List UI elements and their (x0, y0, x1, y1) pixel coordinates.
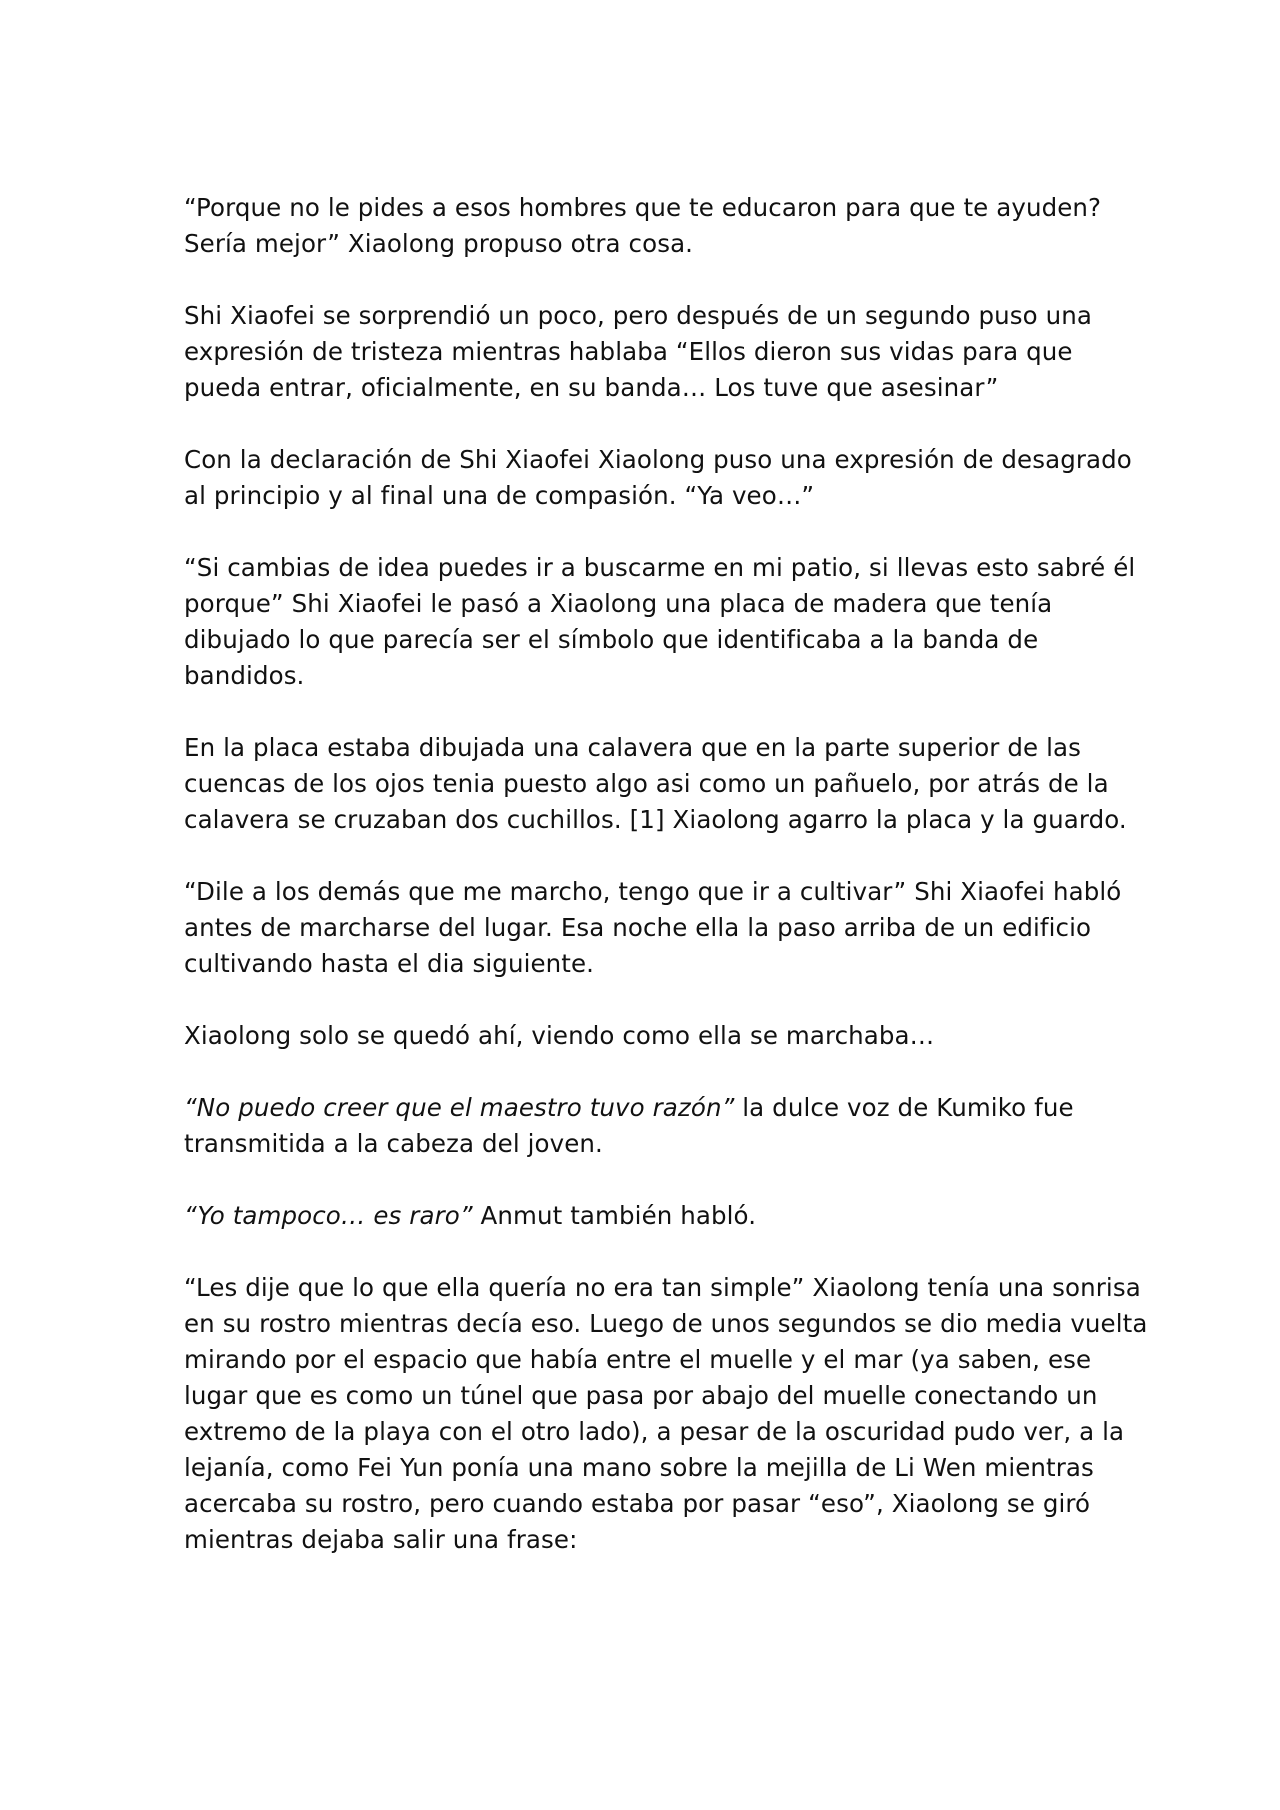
paragraph-8 (184, 1090, 1114, 1162)
text-line: extremo de la playa con el otro lado), a pesar de la oscuridad pudo ver, a la (184, 1417, 1125, 1446)
italic-dialogue: “Yo tampoco… es raro” (184, 1201, 473, 1230)
text-line: “Dile a los demás que me marcho, tengo que ir a cultivar” Shi Xiaofei habló (184, 877, 1122, 906)
paragraph-1 (184, 190, 1114, 262)
text-line (184, 1090, 1114, 1126)
italic-dialogue: “No puedo creer que el maestro tuvo razón” (184, 1093, 735, 1122)
paragraph-5 (184, 730, 1127, 838)
text-line: En la placa estaba dibujada una calavera que en la parte superior de las (184, 733, 1081, 762)
text-line: dibujado lo que parecía ser el símbolo que identificaba a la banda de (184, 625, 1039, 654)
text-line: en su rostro mientras decía eso. Luego de unos segundos se dio media vuelta (184, 1309, 1148, 1338)
text-run: la dulce voz de Kumiko fue (734, 1093, 1074, 1122)
text-line: Con la declaración de Shi Xiaofei Xiaolong puso una expresión de desagrado (184, 445, 1132, 474)
text-line: “Porque no le pides a esos hombres que te educaron para que te ayuden? (184, 193, 1102, 222)
text-line: pueda entrar, oficialmente, en su banda… Los tuve que asesinar” (184, 373, 999, 402)
text-line: lugar que es como un túnel que pasa por abajo del muelle conectando un (184, 1381, 1098, 1410)
text-run: Anmut también habló. (472, 1201, 757, 1230)
paragraph-3 (184, 442, 1132, 514)
paragraph-6 (184, 874, 1122, 982)
text-line: antes de marcharse del lugar. Esa noche ella la paso arriba de un edificio (184, 913, 1092, 942)
text-line: calavera se cruzaban dos cuchillos. [1] Xiaolong agarro la placa y la guardo. (184, 805, 1127, 834)
text-line: cultivando hasta el dia siguiente. (184, 949, 595, 978)
text-line: mientras dejaba salir una frase: (184, 1525, 578, 1554)
text-line: cuencas de los ojos tenia puesto algo asi como un pañuelo, por atrás de la (184, 769, 1109, 798)
paragraph-2 (184, 298, 1114, 406)
text-line: Sería mejor” Xiaolong propuso otra cosa. (184, 229, 694, 258)
paragraph-10 (184, 1270, 1148, 1558)
text-line: lejanía, como Fei Yun ponía una mano sobre la mejilla de Li Wen mientras (184, 1453, 1094, 1482)
text-line: “Si cambias de idea puedes ir a buscarme en mi patio, si llevas esto sabré él (184, 553, 1136, 582)
text-line: bandidos. (184, 661, 305, 690)
text-line: porque” Shi Xiaofei le pasó a Xiaolong una placa de madera que tenía (184, 589, 1053, 618)
text-line: Xiaolong solo se quedó ahí, viendo como ella se marchaba… (184, 1021, 935, 1050)
document-body (184, 190, 1148, 1594)
text-line: mirando por el espacio que había entre el muelle y el mar (ya saben, ese (184, 1345, 1092, 1374)
text-line: al principio y al final una de compasión. “Ya veo…” (184, 481, 815, 510)
text-line: Shi Xiaofei se sorprendió un poco, pero después de un segundo puso una (184, 301, 1093, 330)
paragraph-4 (184, 550, 1136, 694)
text-line: expresión de tristeza mientras hablaba “Ellos dieron sus vidas para que (184, 337, 1073, 366)
text-line: acercaba su rostro, pero cuando estaba por pasar “eso”, Xiaolong se giró (184, 1489, 1091, 1518)
paragraph-9 (184, 1198, 1114, 1234)
text-line: “Les dije que lo que ella quería no era tan simple” Xiaolong tenía una sonrisa (184, 1273, 1141, 1302)
text-line (184, 1198, 1114, 1234)
text-line: transmitida a la cabeza del joven. (184, 1129, 603, 1158)
paragraph-7 (184, 1018, 1114, 1054)
